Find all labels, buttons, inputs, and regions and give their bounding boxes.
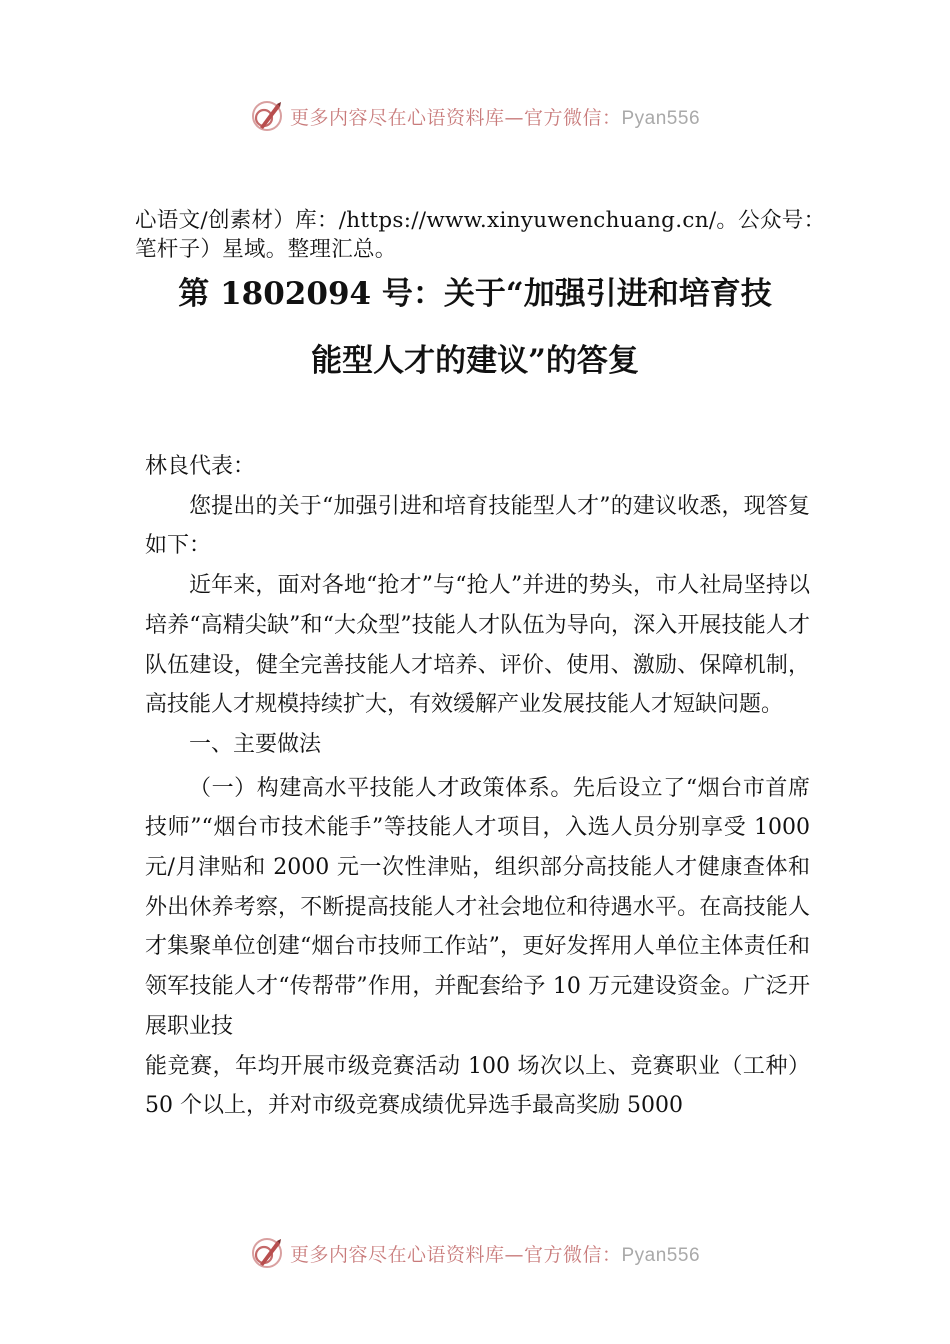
paragraph-background: 近年来，面对各地“抢才”与“抢人”并进的势头，市人社局坚持以培养“高精尖缺”和“大众型”技能人才队伍为导向，深入开展技能人才队伍建设，健全完善技能人才培养、评价、使用、激励、保障机制，高技能人才规模持续扩大，有效缓解产业发展技能人才短缺问题。 xyxy=(145,573,810,718)
document-title-line-2: 能型人才的建议”的答复 xyxy=(311,343,639,379)
watermark-text: 更多内容尽在心语资料库—官方微信：Pyan556 xyxy=(289,1243,701,1266)
paragraph-intro: 您提出的关于“加强引进和培育技能型人才”的建议收悉，现答复如下： xyxy=(145,493,810,559)
header-watermark-banner xyxy=(0,96,950,136)
watermark-text: 更多内容尽在心语资料库—官方微信：Pyan556 xyxy=(289,106,701,129)
footer-watermark-banner xyxy=(0,1233,950,1273)
letter-body xyxy=(145,447,810,1126)
paragraph-policy-system: （一）构建高水平技能人才政策体系。先后设立了“烟台市首席技师”“烟台市技术能手”等技能人才项目，入选人员分别享受 1000 元/月津贴和 2000 元一次性津贴，组织部分高技能人才健康查体和外出休养考察，不断提高技能人才社会地位和待遇水平。在高技能人才集聚单位创建“烟台市技师工作站”，更好发挥用人单位主体责任和领军技能人才“传帮带”作用，并配套给予 10 万元建设资金。广泛开展职业技 xyxy=(145,775,810,1039)
section-heading-main-practices: 一、主要做法 xyxy=(189,731,322,757)
pen-logo-icon xyxy=(250,99,284,133)
pen-logo-icon xyxy=(250,1236,284,1270)
salutation: 林良代表： xyxy=(145,454,256,479)
wechat-id: Pyan556 xyxy=(621,1244,701,1266)
wechat-id: Pyan556 xyxy=(621,107,701,129)
paragraph-competition: 能竞赛，年均开展市级竞赛活动 100 场次以上、竞赛职业（工种）50 个以上，并对市级竞赛成绩优异选手最高奖励 5000 xyxy=(145,1053,810,1119)
source-line: 心语文/创素材）库：/https://www.xinyuwenchuang.cn/。公众号：笔杆子）星域。整理汇总。 xyxy=(135,208,826,262)
document-title-line-1: 第 1802094 号：关于“加强引进和培育技 xyxy=(178,276,772,312)
